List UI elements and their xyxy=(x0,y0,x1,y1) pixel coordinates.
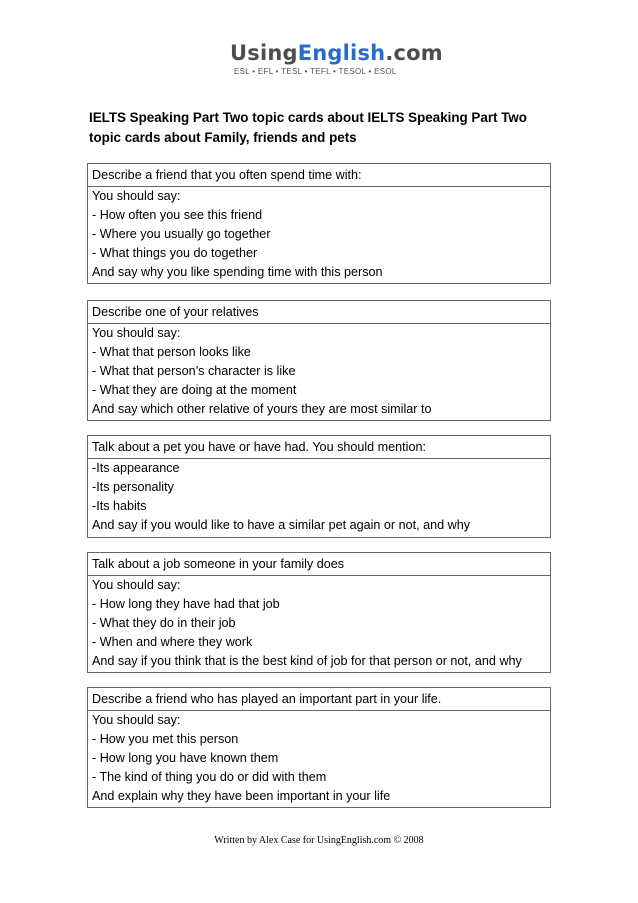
card-line: And explain why they have been important in your life xyxy=(92,788,391,803)
card-line: - How long you have known them xyxy=(92,750,279,765)
logo-wordmark xyxy=(230,41,443,65)
card-line: - How long they have had that job xyxy=(92,596,280,611)
logo-tagline: ESL • EFL • TESL • TEFL • TESOL • ESOL xyxy=(234,67,397,76)
logo-wordmark-english: English xyxy=(297,41,386,65)
card-line: -Its habits xyxy=(92,498,147,513)
card-line: Describe a friend that you often spend time with: xyxy=(88,164,550,187)
topic-card xyxy=(87,163,551,284)
card-line: Talk about a pet you have or have had. You should mention: xyxy=(88,436,550,459)
usingenglish-logo xyxy=(230,41,443,82)
card-line: - Where you usually go together xyxy=(92,226,271,241)
card-line: - How often you see this friend xyxy=(92,207,263,222)
card-line: You should say: xyxy=(92,188,181,203)
card-line: - When and where they work xyxy=(92,634,253,649)
card-line: And say if you would like to have a similar pet again or not, and why xyxy=(92,517,471,532)
page-footer: Written by Alex Case for UsingEnglish.com © 2008 xyxy=(214,835,424,846)
topic-card xyxy=(87,552,551,673)
topic-card xyxy=(87,435,551,538)
card-line: - The kind of thing you do or did with them xyxy=(92,769,327,784)
card-line: -Its appearance xyxy=(92,460,180,475)
card-line: Describe one of your relatives xyxy=(88,301,550,324)
card-line: - What that person looks like xyxy=(92,344,251,359)
card-line: - What they do in their job xyxy=(92,615,236,630)
card-line: - What they are doing at the moment xyxy=(92,382,297,397)
document-title: IELTS Speaking Part Two topic cards about IELTS Speaking Part Two topic cards about Family, friends and pets xyxy=(89,110,527,145)
card-line: And say why you like spending time with this person xyxy=(92,264,383,279)
card-line: Describe a friend who has played an important part in your life. xyxy=(88,688,550,711)
card-line: You should say: xyxy=(92,325,181,340)
card-line: -Its personality xyxy=(92,479,174,494)
card-line: - How you met this person xyxy=(92,731,239,746)
card-line: - What that person’s character is like xyxy=(92,363,296,378)
card-line: And say if you think that is the best kind of job for that person or not, and why xyxy=(92,653,522,668)
logo-wordmark-dotcom: .com xyxy=(385,41,443,65)
card-line: You should say: xyxy=(92,577,181,592)
topic-card xyxy=(87,300,551,421)
card-line: You should say: xyxy=(92,712,181,727)
topic-card xyxy=(87,687,551,808)
card-line: - What things you do together xyxy=(92,245,258,260)
card-line: Talk about a job someone in your family does xyxy=(88,553,550,576)
card-line: And say which other relative of yours they are most similar to xyxy=(92,401,432,416)
logo-wordmark-using: Using xyxy=(230,41,298,65)
